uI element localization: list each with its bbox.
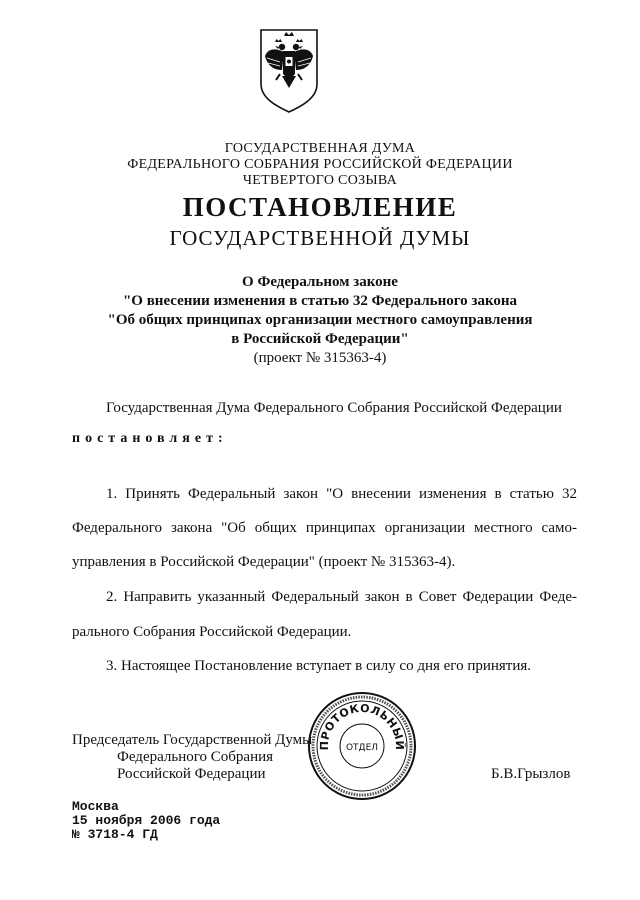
signatory-name: Б.В.Грызлов <box>491 766 571 782</box>
signature-title-line-2: Федерального Собрания <box>117 749 274 765</box>
header-line-1: ГОСУДАРСТВЕННАЯ ДУМА <box>224 141 416 156</box>
footer-date: 15 ноября 2006 года <box>72 813 221 828</box>
stamp-center-text: ОТДЕЛ <box>345 743 379 753</box>
document-title: ПОСТАНОВЛЕНИЕ <box>182 192 458 222</box>
signature-title-line-1: Председатель Государственной Думы <box>72 732 313 748</box>
item-2-line-2: рального Собрания Российской Федерации. <box>72 624 352 640</box>
footer-number: № 3718-4 ГД <box>72 827 158 842</box>
item-1-line-3: управления в Российской Федерации" (проект № 315363-4). <box>72 554 456 570</box>
subject-line-2: "О внесении изменения в статью 32 Федерального закона <box>122 293 518 309</box>
item-2-line-1: 2. Направить указанный Федеральный закон в Совет Федерации Феде- <box>106 589 577 605</box>
signature-title-line-3: Российской Федерации <box>117 766 266 782</box>
header-line-3: ЧЕТВЕРТОГО СОЗЫВА <box>242 173 398 188</box>
footer-city: Москва <box>72 799 119 814</box>
subject-project-number: (проект № 315363-4) <box>253 350 387 366</box>
item-3-line-1: 3. Настоящее Постановление вступает в силу со дня его принятия. <box>106 658 532 674</box>
preamble: Государственная Дума Федерального Собрания Российской Федерации <box>106 400 562 416</box>
stamp-top-text: ПРОТОКОЛЬНЫЙ <box>317 701 407 751</box>
round-seal-stamp-icon <box>306 690 418 802</box>
header-line-2: ФЕДЕРАЛЬНОГО СОБРАНИЯ РОССИЙСКОЙ ФЕДЕРАЦИИ <box>127 157 513 172</box>
document-title-sub: ГОСУДАРСТВЕННОЙ ДУМЫ <box>169 226 471 250</box>
item-1-line-2: Федерального закона "Об общих принципах организации местного само- <box>72 520 577 536</box>
coat-of-arms-emblem-icon <box>258 26 320 114</box>
subject-line-4: в Российской Федерации" <box>231 331 409 347</box>
decree-verb: постановляет: <box>72 431 228 446</box>
subject-line-3: "Об общих принципах организации местного самоуправления <box>107 312 533 328</box>
subject-line-1: О Федеральном законе <box>242 274 398 290</box>
item-1-line-1: 1. Принять Федеральный закон "О внесении изменения в статью 32 <box>106 486 577 502</box>
